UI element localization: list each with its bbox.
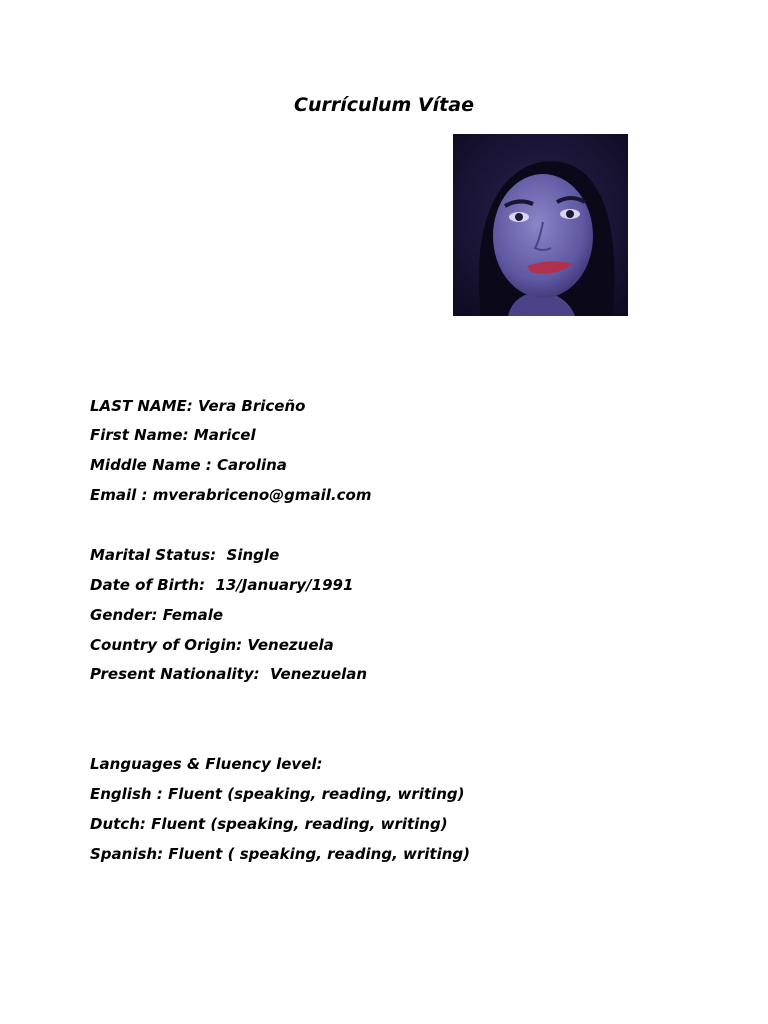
date-of-birth-line: Date of Birth: 13/January/1991 [90, 576, 354, 594]
profile-photo [453, 134, 628, 316]
country-of-origin-line: Country of Origin: Venezuela [90, 636, 334, 654]
last-name-line: LAST NAME: Vera Briceño [90, 397, 306, 415]
language-english-line: English : Fluent (speaking, reading, writing) [90, 785, 465, 803]
marital-status-line: Marital Status: Single [90, 546, 280, 564]
email-line: Email : mverabriceno@gmail.com [90, 486, 372, 504]
language-dutch-line: Dutch: Fluent (speaking, reading, writing) [90, 815, 448, 833]
document-title: Currículum Vítae [294, 94, 474, 116]
middle-name-line: Middle Name : Carolina [90, 456, 287, 474]
first-name-line: First Name: Maricel [90, 426, 256, 444]
present-nationality-line: Present Nationality: Venezuelan [90, 665, 368, 683]
gender-line: Gender: Female [90, 606, 224, 624]
language-spanish-line: Spanish: Fluent ( speaking, reading, writing) [90, 845, 471, 863]
languages-heading: Languages & Fluency level: [90, 755, 323, 773]
